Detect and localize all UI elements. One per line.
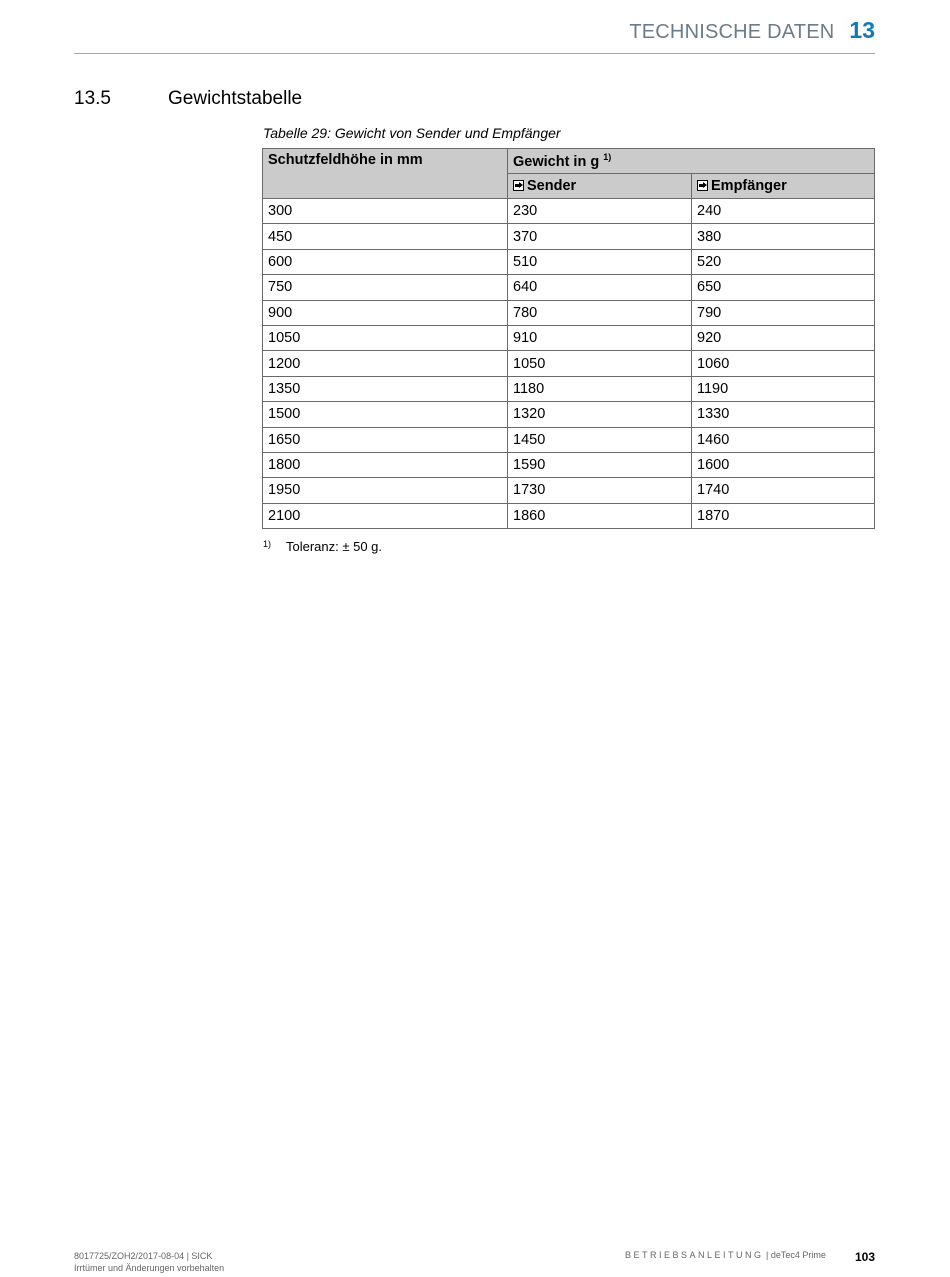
table-row xyxy=(263,376,875,401)
table-row xyxy=(263,402,875,427)
table-row xyxy=(263,300,875,325)
header-weight-label: Gewicht in g xyxy=(513,153,600,170)
cell-sender-weight: 1590 xyxy=(508,452,692,477)
cell-sender-weight: 640 xyxy=(508,275,692,300)
table-body xyxy=(263,199,875,529)
section-title: Gewichtstabelle xyxy=(168,88,303,109)
footnote-text: Toleranz: ± 50 g. xyxy=(286,539,383,554)
cell-sender-weight: 230 xyxy=(508,199,692,224)
weight-table xyxy=(262,148,875,529)
cell-receiver-weight: 1870 xyxy=(692,503,875,528)
cell-receiver-weight: 650 xyxy=(692,275,875,300)
cell-height: 1350 xyxy=(263,376,508,401)
cell-receiver-weight: 1330 xyxy=(692,402,875,427)
cell-height: 2100 xyxy=(263,503,508,528)
cell-receiver-weight: 1740 xyxy=(692,478,875,503)
cell-sender-weight: 1320 xyxy=(508,402,692,427)
cell-sender-weight: 1180 xyxy=(508,376,692,401)
cell-sender-weight: 510 xyxy=(508,249,692,274)
cell-sender-weight: 1860 xyxy=(508,503,692,528)
cell-receiver-weight: 790 xyxy=(692,300,875,325)
cell-sender-weight: 1450 xyxy=(508,427,692,452)
cell-receiver-weight: 380 xyxy=(692,224,875,249)
header-sender-label: Sender xyxy=(527,178,577,194)
cell-sender-weight: 780 xyxy=(508,300,692,325)
table-row xyxy=(263,478,875,503)
footnote-ref: 1) xyxy=(603,152,612,163)
cell-height: 1500 xyxy=(263,402,508,427)
footer-disclaimer: Irrtümer und Änderungen vorbehalten xyxy=(74,1263,225,1273)
cell-sender-weight: 910 xyxy=(508,325,692,350)
header-weight xyxy=(508,149,875,174)
cell-receiver-weight: 1600 xyxy=(692,452,875,477)
cell-receiver-weight: 520 xyxy=(692,249,875,274)
header-divider xyxy=(74,53,875,54)
header-receiver xyxy=(692,174,875,199)
table-row xyxy=(263,325,875,350)
receiver-icon xyxy=(697,180,708,191)
table-row xyxy=(263,452,875,477)
cell-height: 300 xyxy=(263,199,508,224)
cell-receiver-weight: 1060 xyxy=(692,351,875,376)
footer-doc-id: 8017725/ZOH2/2017-08-04 | SICK xyxy=(74,1251,213,1261)
cell-height: 1800 xyxy=(263,452,508,477)
cell-height: 1650 xyxy=(263,427,508,452)
chapter-number: 13 xyxy=(849,17,875,43)
footer-left xyxy=(74,1250,224,1274)
footer-doc-type: BETRIEBSANLEITUNG xyxy=(625,1250,764,1260)
footer-right xyxy=(625,1250,826,1260)
cell-sender-weight: 1050 xyxy=(508,351,692,376)
cell-receiver-weight: 240 xyxy=(692,199,875,224)
table-row xyxy=(263,503,875,528)
table-caption: Tabelle 29: Gewicht von Sender und Empfänger xyxy=(263,125,561,141)
cell-height: 900 xyxy=(263,300,508,325)
cell-height: 600 xyxy=(263,249,508,274)
cell-height: 750 xyxy=(263,275,508,300)
cell-height: 450 xyxy=(263,224,508,249)
cell-receiver-weight: 1460 xyxy=(692,427,875,452)
footnote xyxy=(263,539,382,554)
cell-sender-weight: 1730 xyxy=(508,478,692,503)
cell-height: 1950 xyxy=(263,478,508,503)
chapter-title: TECHNISCHE DATEN xyxy=(629,21,835,43)
page-header xyxy=(629,17,875,44)
table-row xyxy=(263,351,875,376)
cell-height: 1200 xyxy=(263,351,508,376)
section-heading xyxy=(74,88,302,110)
table-row xyxy=(263,249,875,274)
cell-sender-weight: 370 xyxy=(508,224,692,249)
cell-height: 1050 xyxy=(263,325,508,350)
table-row xyxy=(263,427,875,452)
sender-icon xyxy=(513,180,524,191)
table-row xyxy=(263,199,875,224)
footnote-mark: 1) xyxy=(263,539,272,549)
header-protective-field-height: Schutzfeldhöhe in mm xyxy=(263,149,508,199)
cell-receiver-weight: 1190 xyxy=(692,376,875,401)
footer-product: | deTec4 Prime xyxy=(766,1250,826,1260)
cell-receiver-weight: 920 xyxy=(692,325,875,350)
section-number: 13.5 xyxy=(74,88,111,109)
header-sender xyxy=(508,174,692,199)
header-receiver-label: Empfänger xyxy=(711,178,787,194)
table-row xyxy=(263,224,875,249)
page-number: 103 xyxy=(854,1250,875,1264)
table-row xyxy=(263,275,875,300)
